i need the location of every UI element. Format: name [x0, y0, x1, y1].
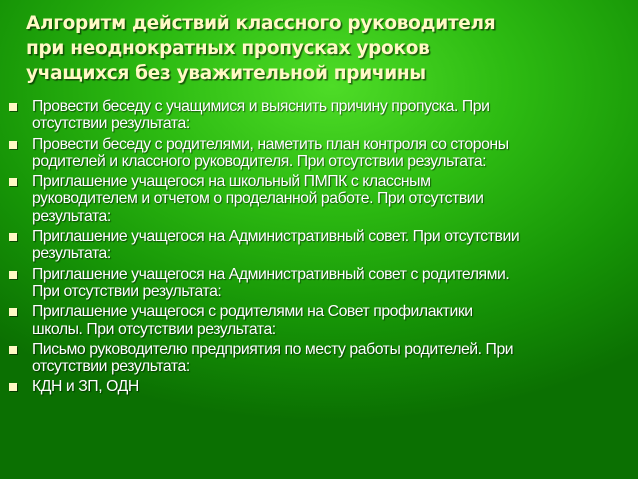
square-bullet-icon: [9, 141, 17, 149]
bullet-text: [32, 303, 638, 338]
bullet-line: Приглашение учащегося на Административный совет. При отсутствии: [32, 228, 520, 246]
bullet-line: результата:: [32, 245, 111, 263]
bullet-item: [0, 266, 638, 301]
square-bullet-icon: [9, 233, 17, 241]
title-line: учащихся без уважительной причины: [26, 63, 426, 84]
bullet-line: родителей и классного руководителя. При отсутствии результата:: [32, 152, 487, 170]
square-bullet-icon: [9, 271, 17, 279]
bullet-line: Приглашение учащегося на Административный совет с родителями.: [32, 265, 510, 283]
bullet-text: [32, 341, 638, 376]
bullet-item: [0, 341, 638, 376]
bullet-line: Приглашение учащегося с родителями на Совет профилактики: [32, 303, 473, 321]
square-bullet-icon: [9, 383, 17, 391]
bullet-list: [0, 98, 638, 399]
bullet-text: [32, 136, 638, 171]
bullet-line: Провести беседу с учащимися и выяснить причину пропуска. При: [32, 98, 490, 115]
bullet-item: [0, 228, 638, 263]
bullet-line: отсутствии результата:: [32, 358, 190, 376]
bullet-line: отсутствии результата:: [32, 115, 190, 133]
bullet-line: Провести беседу с родителями, наметить план контроля со стороны: [32, 135, 509, 153]
bullet-line: руководителем и отчетом о проделанной работе. При отсутствии: [32, 190, 484, 208]
bullet-line: КДН и ЗП, ОДН: [32, 378, 139, 396]
square-bullet-icon: [9, 346, 17, 354]
bullet-line: Письмо руководителю предприятия по месту работы родителей. При: [32, 340, 514, 358]
bullet-text: [32, 228, 638, 263]
bullet-item: [0, 98, 638, 133]
bullet-line: При отсутствии результата:: [32, 282, 222, 300]
bullet-text: [32, 378, 638, 395]
bullet-item: [0, 303, 638, 338]
slide-title: [26, 11, 616, 86]
title-line: при неоднократных пропусках уроков: [26, 38, 430, 59]
bullet-line: результата:: [32, 207, 111, 225]
bullet-item: [0, 378, 638, 395]
bullet-item: [0, 136, 638, 171]
bullet-text: [32, 173, 638, 225]
bullet-line: школы. При отсутствии результата:: [32, 320, 276, 338]
title-line: Алгоритм действий классного руководителя: [26, 13, 496, 34]
square-bullet-icon: [9, 308, 17, 316]
bullet-item: [0, 173, 638, 225]
bullet-text: [32, 98, 638, 133]
square-bullet-icon: [9, 103, 17, 111]
bullet-text: [32, 266, 638, 301]
square-bullet-icon: [9, 178, 17, 186]
bullet-line: Приглашение учащегося на школьный ПМПК с классным: [32, 173, 431, 191]
